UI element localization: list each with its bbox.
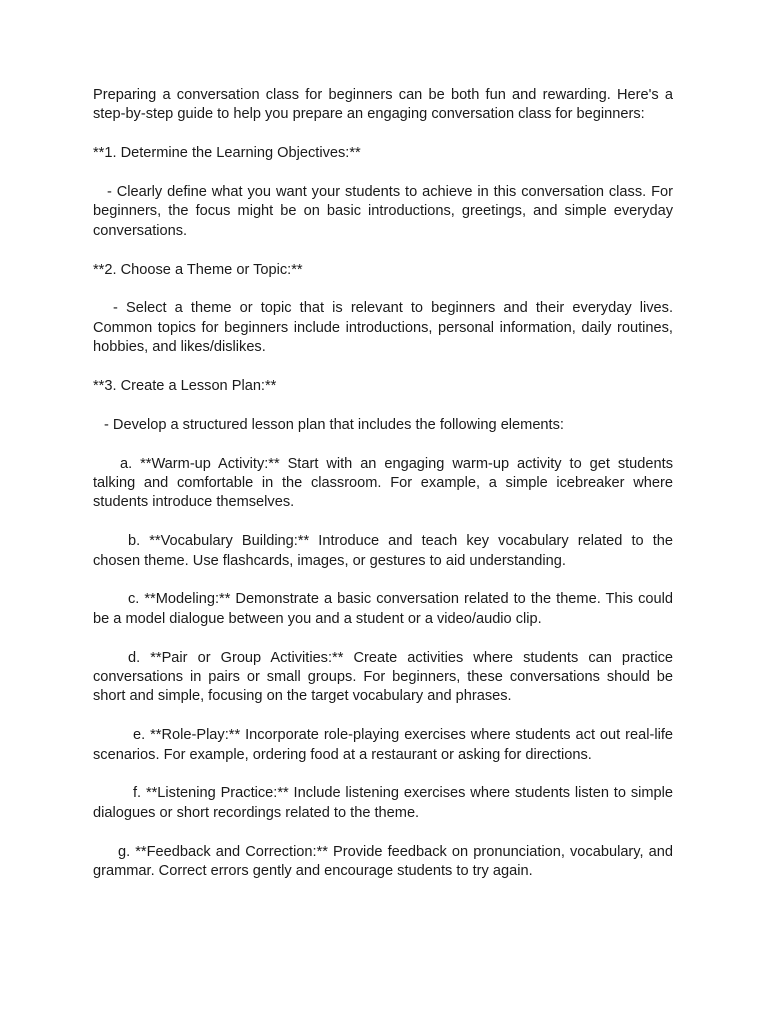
intro-paragraph: Preparing a conversation class for beginners can be both fun and rewarding. Here's a step-by-step guide to help you prepare an engaging conversation class for beginners: — [93, 87, 673, 123]
step-3-item-b: b. **Vocabulary Building:** Introduce and teach key vocabulary related to the chosen theme. Use flashcards, images, or gestures to aid understanding. — [93, 533, 673, 569]
step-3-item-a: a. **Warm-up Activity:** Start with an engaging warm-up activity to get students talking and comfortable in the classroom. For example, a simple icebreaker where students introduce themselves. — [93, 455, 673, 511]
step-2-body: - Select a theme or topic that is relevant to beginners and their everyday lives. Common topics for beginners include introductions, personal information, daily routines, hobbies, and likes/dislikes. — [93, 300, 673, 356]
step-3-item-g: g. **Feedback and Correction:** Provide feedback on pronunciation, vocabulary, and grammar. Correct errors gently and encourage students to try again. — [93, 843, 673, 880]
step-3-item-f: f. **Listening Practice:** Include listening exercises where students listen to simple dialogues or short recordings related to the theme. — [93, 785, 673, 821]
step-3-item-d: d. **Pair or Group Activities:** Create activities where students can practice conversations in pairs or small groups. For beginners, these conversations should be short and simple, focusing on the target vocabulary and phrases. — [93, 649, 673, 705]
document-page — [93, 86, 673, 901]
step-1-heading: **1. Determine the Learning Objectives:** — [93, 145, 361, 162]
step-3-item-e: e. **Role-Play:** Incorporate role-playing exercises where students act out real-life scenarios. For example, ordering food at a restaurant or asking for directions. — [93, 727, 673, 763]
step-3-heading: **3. Create a Lesson Plan:** — [93, 378, 277, 395]
step-2-heading: **2. Choose a Theme or Topic:** — [93, 261, 303, 278]
step-3-body: - Develop a structured lesson plan that includes the following elements: — [104, 416, 564, 433]
step-1-body: - Clearly define what you want your students to achieve in this conversation class. For beginners, the focus might be on basic introductions, greetings, and simple everyday conversations. — [93, 184, 673, 239]
step-3-item-c: c. **Modeling:** Demonstrate a basic conversation related to the theme. This could be a model dialogue between you and a student or a video/audio clip. — [93, 591, 673, 627]
